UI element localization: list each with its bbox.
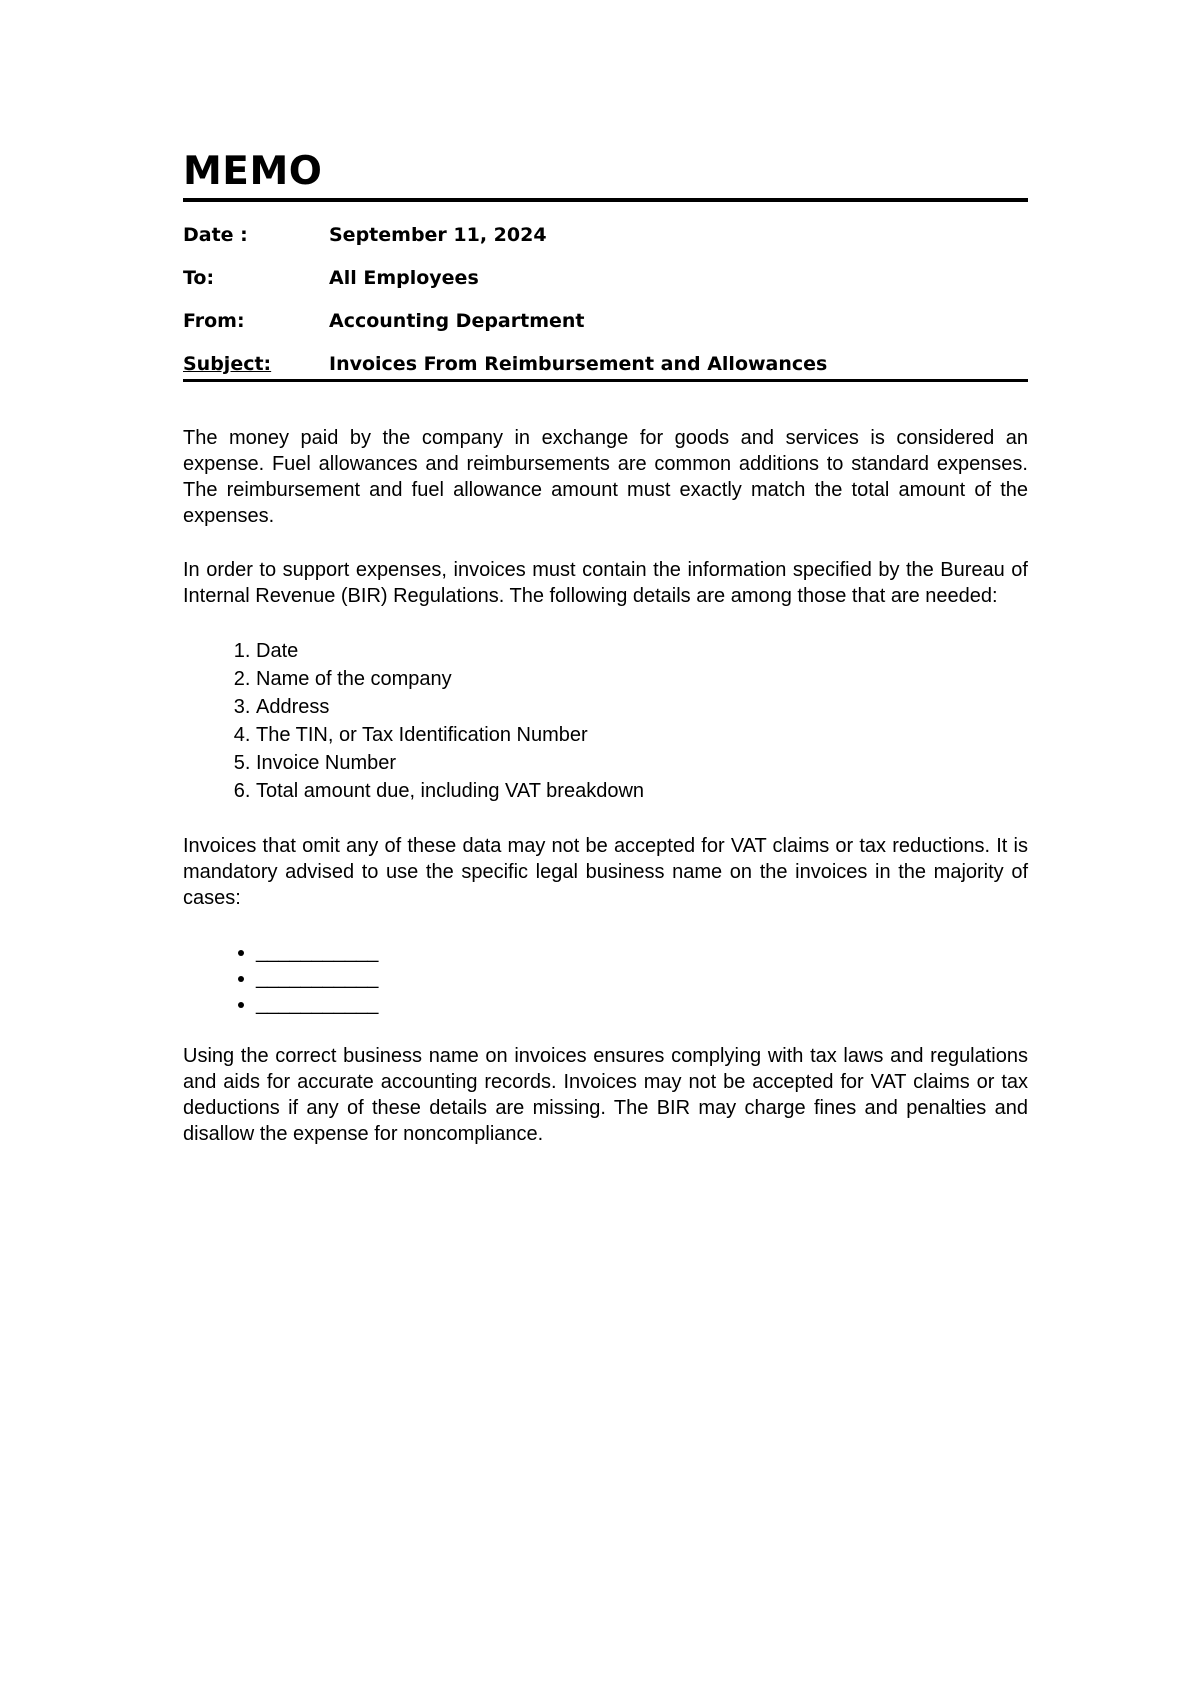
to-row <box>183 267 1028 310</box>
memo-title: MEMO <box>183 149 323 194</box>
list-item: 1. Date <box>256 637 1028 665</box>
from-label: From: <box>183 310 245 332</box>
subject-label: Subject: <box>183 353 272 375</box>
header-divider <box>183 379 1028 382</box>
paragraph-omitted-data: Invoices that omit any of these data may not be accepted for VAT claims or tax reductions. It is mandatory advised to use the specific legal business name on the invoices in the majority of cases: <box>183 835 1028 909</box>
to-label: To: <box>183 267 215 289</box>
required-details-list <box>183 637 1028 805</box>
paragraph-compliance: Using the correct business name on invoices ensures complying with tax laws and regulations and aids for accurate accounting records. Invoices may not be accepted for VAT claims or tax deductions if any of these details are missing. The BIR may charge fines and penalties and disallow the expense for noncompliance. <box>183 1045 1028 1145</box>
business-name-list <box>183 939 1028 1017</box>
list-item: 5. Invoice Number <box>256 749 1028 777</box>
list-item: 3. Address <box>256 693 1028 721</box>
list-item: 6. Total amount due, including VAT breakdown <box>256 777 1028 805</box>
list-item: 4. The TIN, or Tax Identification Number <box>256 721 1028 749</box>
date-row <box>183 224 1028 267</box>
memo-header <box>183 224 1028 379</box>
list-item: • ___________ <box>256 991 1028 1017</box>
paragraph-expenses: The money paid by the company in exchange for goods and services is considered an expense. Fuel allowances and reimbursements are common additions to standard expenses. The reimbursement and fuel allowance amount must exactly match the total amount of the expenses. <box>183 427 1028 527</box>
subject-value: Invoices From Reimbursement and Allowances <box>329 353 828 375</box>
from-row <box>183 310 1028 353</box>
memo-document <box>183 150 1028 1147</box>
to-value: All Employees <box>329 267 479 289</box>
from-value: Accounting Department <box>329 310 585 332</box>
date-label: Date : <box>183 224 248 246</box>
paragraph-invoice-requirements: In order to support expenses, invoices must contain the information specified by the Bureau of Internal Revenue (BIR) Regulations. The following details are among those that are needed: <box>183 559 1028 607</box>
list-item: 2. Name of the company <box>256 665 1028 693</box>
list-item: • ___________ <box>256 939 1028 965</box>
subject-row <box>183 353 1028 379</box>
list-item: • ___________ <box>256 965 1028 991</box>
title-divider <box>183 198 1028 202</box>
date-value: September 11, 2024 <box>329 224 547 246</box>
